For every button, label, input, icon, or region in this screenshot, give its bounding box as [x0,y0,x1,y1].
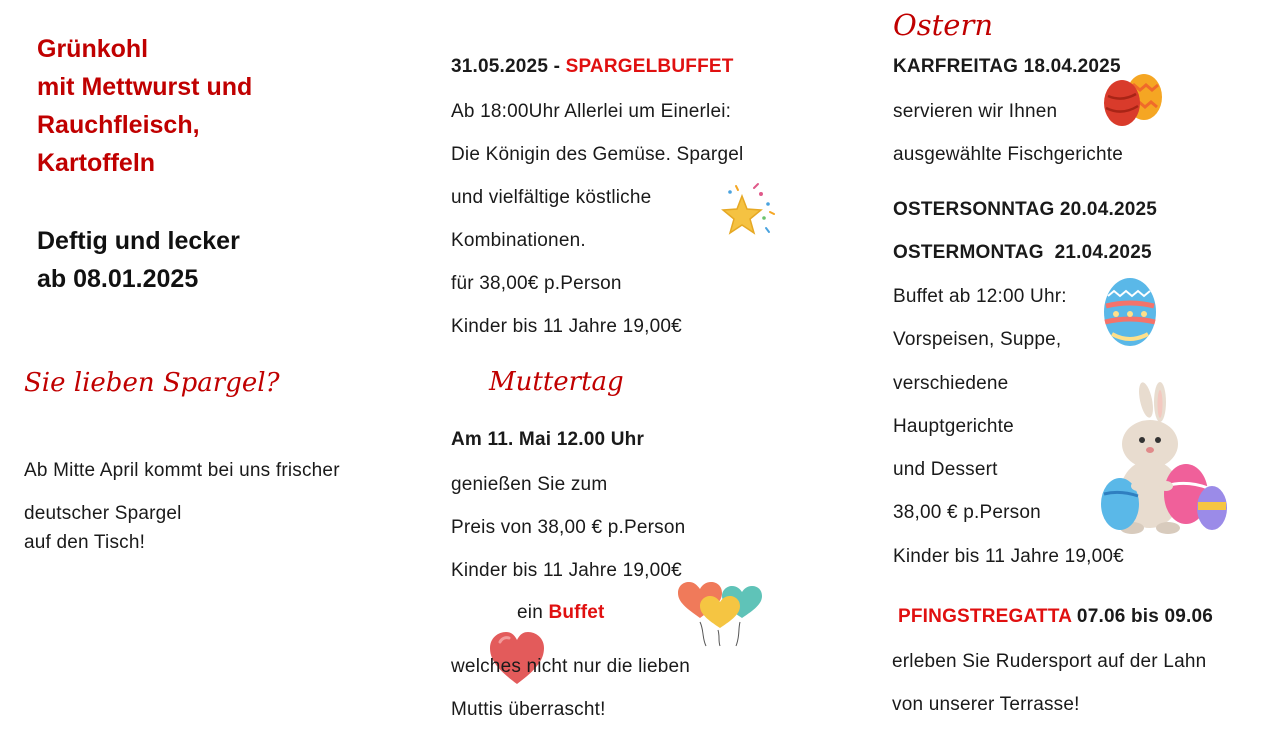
ostermontag-heading: OSTERMONTAG 21.04.2025 [893,242,1152,263]
gruenkohl-tagline: Deftig und lecker ab 08.01.2025 [37,227,240,293]
spargelbuffet-text: Ab 18:00Uhr Allerlei um Einerlei: Die Königin des Gemüse. Spargel und vielfältige köstliche Kombinationen. für 38,00€ p.Person Kinder bis 11 Jahre 19,00€ [451,101,744,337]
easter-eggs-icon [1100,72,1166,128]
easter-egg-icon [1102,272,1158,348]
spargel-title: Sie lieben Spargel? [24,368,280,398]
muttertag-buffet-line: ein Buffet [517,602,605,623]
muttertag-text: genießen Sie zum Preis von 38,00 € p.Person Kinder bis 11 Jahre 19,00€ [451,474,686,581]
heart-balloons-icon [674,578,766,648]
muttertag-end-text: welches nicht nur die lieben Muttis überrascht! [451,656,691,720]
muttertag-title: Muttertag [489,367,624,397]
ostersonntag-heading: OSTERSONNTAG 20.04.2025 [893,199,1158,220]
party-star-icon [716,182,776,244]
spargelbuffet-heading: 31.05.2025 - SPARGELBUFFET [451,56,734,77]
pfingstregatta-text: erleben Sie Rudersport auf der Lahn von unserer Terrasse! [892,651,1207,715]
spargel-text: Ab Mitte April kommt bei uns frischer deutscher Spargel auf den Tisch! [24,460,340,553]
pfingstregatta-heading: PFINGSTREGATTA 07.06 bis 09.06 [898,606,1214,627]
gruenkohl-heading: Grünkohl mit Mettwurst und Rauchfleisch, Kartoffeln [37,35,253,177]
easter-bunny-icon [1098,382,1230,536]
muttertag-date: Am 11. Mai 12.00 Uhr [451,429,645,450]
ostern-title: Ostern [893,8,994,42]
karfreitag-heading: KARFREITAG 18.04.2025 [893,56,1121,77]
ostern-text: Buffet ab 12:00 Uhr: Vorspeisen, Suppe, verschiedene Hauptgerichte und Dessert 38,00 € p.Person Kinder bis 11 Jahre 19,00€ [893,286,1124,567]
karfreitag-text: servieren wir Ihnen ausgewählte Fischgerichte [893,101,1123,165]
